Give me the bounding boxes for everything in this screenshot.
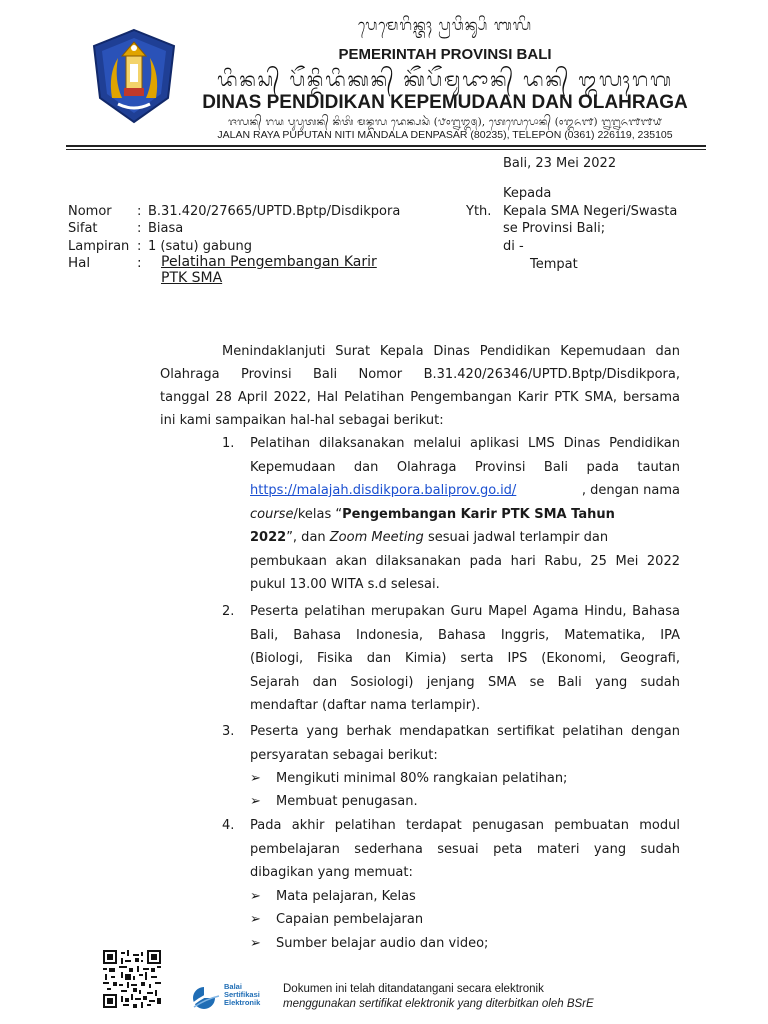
- recipient-line-2: se Provinsi Bali;: [503, 221, 606, 236]
- letterhead-department: DINAS PENDIDIKAN KEPEMUDAAN DAN OLAHRAGA: [202, 92, 688, 113]
- arrow-bullet-icon: ➢: [250, 936, 261, 951]
- list-line: persyaratan sebagai berikut:: [250, 747, 438, 763]
- intro-line: Menindaklanjuti Surat Kepala Dinas Pendidikan Kepemudaan dan: [222, 344, 680, 359]
- course-year: 2022: [250, 530, 287, 545]
- intro-paragraph: [160, 340, 680, 432]
- list-line: Pada akhir pelatihan terdapat penugasan pembuatan modul: [250, 818, 680, 833]
- bsre-name: [224, 983, 260, 1007]
- recipient-line-4: Tempat: [530, 257, 578, 272]
- list-line: [250, 526, 680, 550]
- list-line: Bali, Bahasa Indonesia, Bahasa Inggris, Matematika, IPA: [250, 627, 680, 643]
- intro-line: ini kami sampaikan hal-hal sebagai berikut:: [160, 413, 444, 428]
- meta-hal-line-1: Pelatihan Pengembangan Karir: [161, 254, 377, 270]
- meta-sifat-value: Biasa: [148, 221, 184, 236]
- list-line: mendaftar (daftar nama terlampir).: [250, 698, 481, 713]
- letterhead-balinese-government: ᬧᬾᬫᬾᬭᬶᬦ᭄ᬢᬄ ᬧ᭄ᬭᬯᬶᬦ᭄ᬲᬶ ᬩᬮᬶ: [357, 16, 533, 34]
- bullet-item: [250, 790, 418, 813]
- list-number: 2.: [222, 604, 235, 619]
- list-item-3: [250, 720, 680, 767]
- bullet-item: [250, 908, 423, 931]
- arrow-bullet-icon: ➢: [250, 794, 261, 809]
- signature-note-line: menggunakan sertifikat elektronik yang diterbitkan oleh BSrE: [283, 998, 594, 1010]
- arrow-bullet-icon: ➢: [250, 771, 261, 786]
- list-line: pukul 13.00 WITA s.d selesai.: [250, 577, 440, 592]
- letterhead-divider-thick: [66, 145, 706, 147]
- recipient-line-3: di -: [503, 239, 524, 254]
- meta-colon: :: [137, 239, 142, 254]
- electronic-signature-note: [283, 982, 594, 1012]
- list-line: (Biologi, Fisika dan Kimia) serta IPS (Ekonomi, Geografi,: [250, 651, 680, 666]
- meta-sifat-label: Sifat: [68, 221, 98, 236]
- list-item-1: [250, 432, 680, 597]
- bsre-logo-icon: [188, 985, 220, 1011]
- bullet-item: [250, 885, 416, 908]
- course-title: Pengembangan Karir PTK SMA Tahun: [342, 506, 615, 522]
- bullet-text: Mengikuti minimal 80% rangkaian pelatihan;: [276, 771, 568, 786]
- list-line: Peserta pelatihan merupakan Guru Mapel Agama Hindu, Bahasa: [250, 604, 680, 619]
- list-item-4: [250, 814, 680, 885]
- bullet-text: Capaian pembelajaran: [276, 912, 424, 927]
- bsre-name-line: Sertifikasi: [224, 990, 260, 999]
- meta-nomor-value: B.31.420/27665/UPTD.Bptp/Disdikpora: [148, 204, 401, 219]
- bali-province-emblem: [88, 28, 180, 124]
- letterhead-balinese-address: ᬚᬮᬦ᭄ ᬭᬬ ᬧᬸᬧᬸᬢᬦ᭄ ᬦᬶᬢᬶ ᬫᬦ᭄ᬤᬮ ᬤᬾᬦ᭄ᬧᬲᬃ (᭘᭐᭒᭓᭕), ᬢᬾᬮᬾᬧᭀᬦ᭄ (᭐᭓᭖᭑) ᭒᭒᭖᭑᭑᭙: [228, 117, 662, 128]
- zoom-meeting-term: Zoom Meeting: [329, 530, 424, 545]
- letterhead-divider-thin: [66, 149, 706, 150]
- list-line: [250, 479, 680, 503]
- signature-note-line: Dokumen ini telah ditandatangani secara elektronik: [283, 983, 544, 995]
- intro-line: tanggal 28 April 2022, Hal Pelatihan Pengembangan Karir PTK SMA, bersama: [160, 390, 680, 405]
- arrow-bullet-icon: ➢: [250, 889, 261, 904]
- letterhead-address: JALAN RAYA PUPUTAN NITI MANDALA DENPASAR (80235), TELEPON (0361) 226119, 235105: [217, 129, 673, 141]
- recipient-line-1: Kepala SMA Negeri/Swasta: [503, 204, 678, 219]
- course-term: course: [250, 506, 294, 522]
- bullet-text: Sumber belajar audio dan video;: [276, 936, 489, 951]
- meta-colon: :: [137, 255, 142, 271]
- list-line: dibagikan yang memuat:: [250, 865, 413, 880]
- intro-line: Olahraga Provinsi Bali Nomor B.31.420/26346/UPTD.Bptp/Disdikpora,: [160, 367, 680, 382]
- recipient-yth: Yth.: [466, 204, 492, 219]
- meta-hal-label: Hal: [68, 255, 91, 271]
- list-line-fragment: /kelas “: [293, 506, 343, 522]
- meta-nomor-label: Nomor: [68, 204, 112, 219]
- meta-hal-line-2: PTK SMA: [161, 270, 223, 286]
- list-line-fragment: ”, dan: [286, 530, 330, 545]
- bullet-item: [250, 767, 567, 790]
- list-item-2: [250, 600, 680, 718]
- list-number: 4.: [222, 818, 235, 833]
- list-line: pembukaan akan dilaksanakan pada hari Rabu, 25 Mei 2022: [250, 553, 680, 569]
- list-line: Peserta yang berhak mendapatkan sertifikat pelatihan dengan: [250, 724, 680, 739]
- bullet-item: [250, 932, 488, 955]
- bullet-text: Mata pelajaran, Kelas: [276, 889, 416, 904]
- list-line: Kepemudaan dan Olahraga Provinsi Bali pada tautan: [250, 459, 680, 475]
- bullet-text: Membuat penugasan.: [276, 794, 418, 809]
- letterhead-balinese-department: ᬤᬶᬦᬲ᭄ ᬧᭂᬦ᭄ᬤᬶᬤᬶᬓᬦ᭄ ᬓᭂᬧᭂᬫᬸᬤᬵᬦ᭄ ᬤᬦ᭄ ᬑᬮᬄᬭᬕ: [217, 69, 673, 91]
- list-number: 1.: [222, 436, 235, 451]
- list-line-fragment: , dengan nama: [581, 483, 680, 498]
- bsre-name-line: Elektronik: [224, 998, 261, 1007]
- meta-lampiran-value: 1 (satu) gabung: [148, 239, 252, 254]
- list-line: pembelajaran sederhana sesuai peta materi yang sudah: [250, 841, 680, 857]
- meta-colon: :: [137, 221, 142, 236]
- letter-date: Bali, 23 Mei 2022: [503, 156, 617, 171]
- meta-lampiran-label: Lampiran: [68, 239, 130, 254]
- signature-qr-code[interactable]: [103, 950, 161, 1008]
- list-line: Pelatihan dilaksanakan melalui aplikasi LMS Dinas Pendidikan: [250, 436, 680, 451]
- list-line-fragment: sesuai jadwal terlampir dan: [423, 530, 609, 545]
- letterhead-government: PEMERINTAH PROVINSI BALI: [338, 46, 552, 63]
- lms-link[interactable]: https://malajah.disdikpora.baliprov.go.id/: [250, 483, 517, 498]
- bsre-name-line: Balai: [224, 982, 242, 991]
- arrow-bullet-icon: ➢: [250, 912, 261, 927]
- list-line: [250, 503, 680, 527]
- list-number: 3.: [222, 724, 235, 739]
- list-line: Sejarah dan Sosiologi) jenjang SMA se Bali yang sudah: [250, 674, 680, 690]
- recipient-kepada: Kepada: [503, 186, 552, 201]
- meta-colon: :: [137, 204, 142, 219]
